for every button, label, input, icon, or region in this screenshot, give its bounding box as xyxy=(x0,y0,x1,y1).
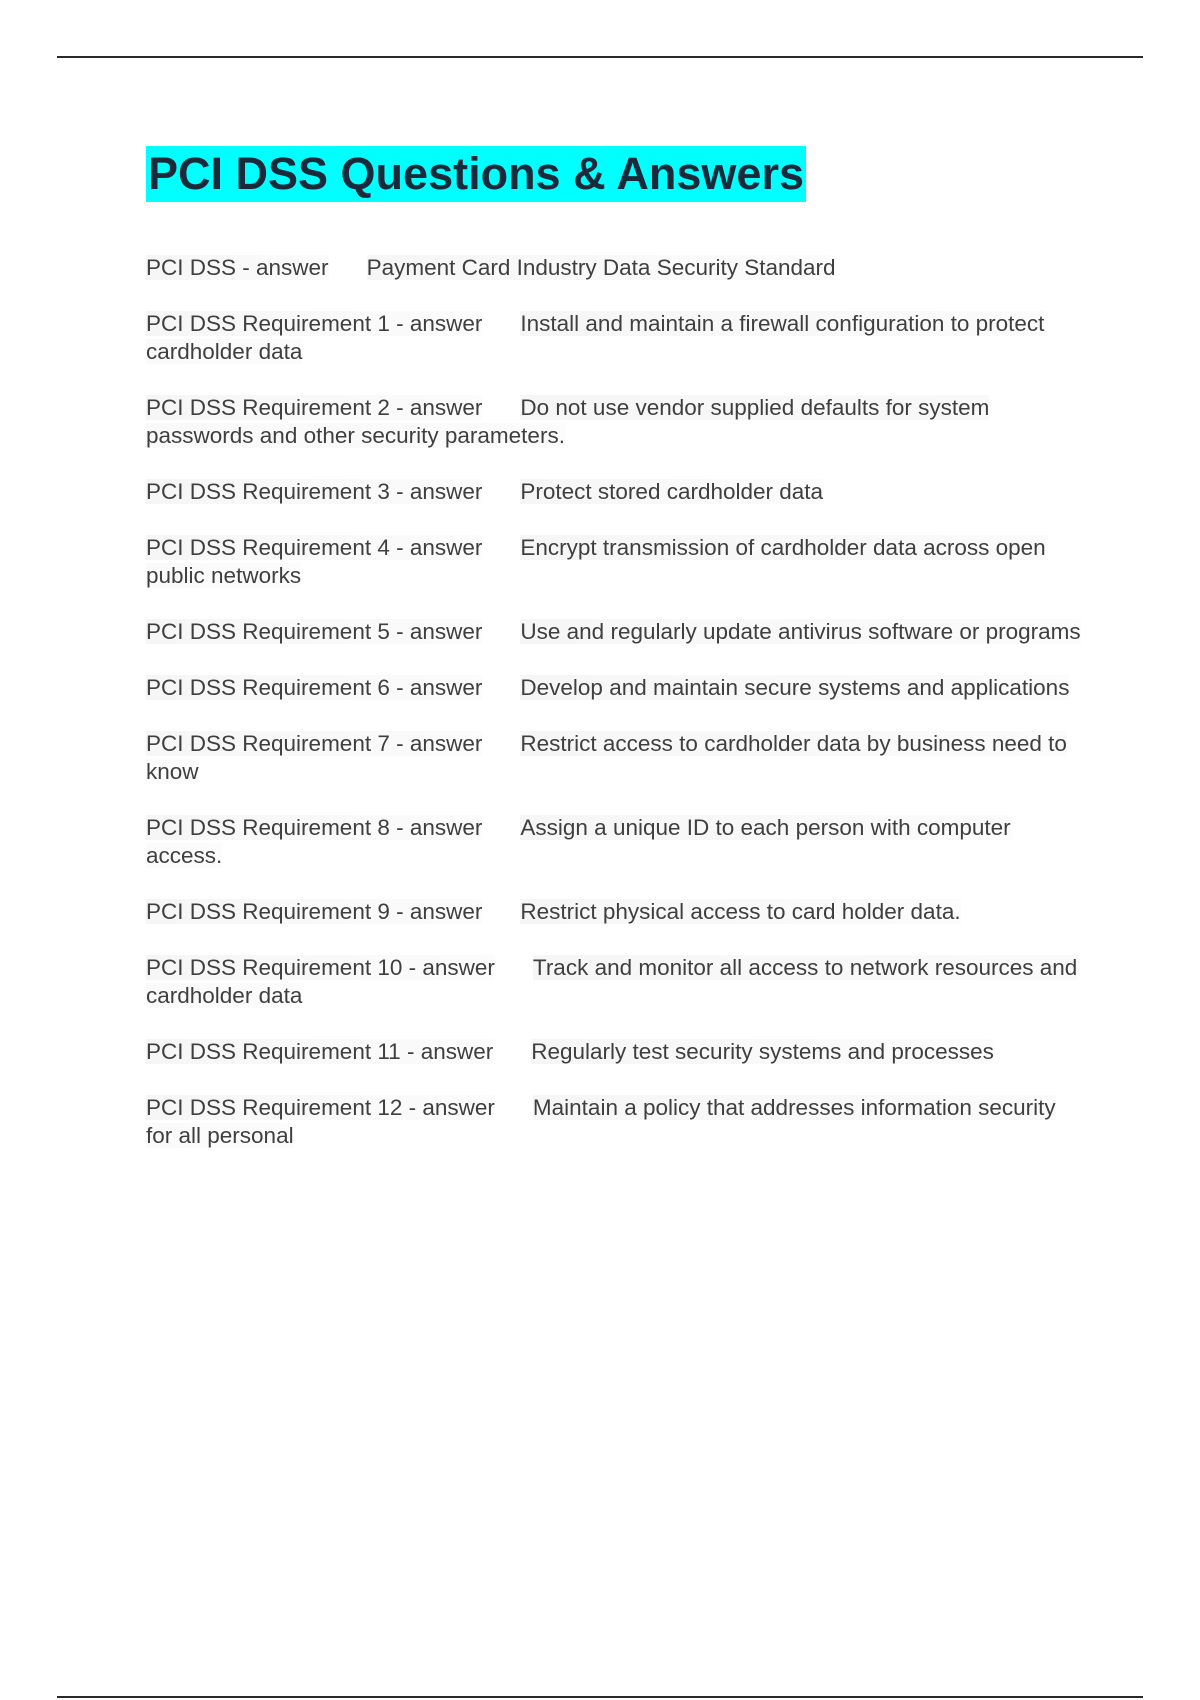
qa-item xyxy=(146,478,1086,506)
qa-item xyxy=(146,954,1086,1010)
qa-answer: Restrict access to cardholder data by business need to know xyxy=(146,731,1067,784)
qa-term: PCI DSS Requirement 12 - answer xyxy=(146,1095,495,1120)
qa-answer: Track and monitor all access to network resources and cardholder data xyxy=(146,955,1078,1008)
qa-item xyxy=(146,1038,1086,1066)
qa-term: PCI DSS Requirement 10 - answer xyxy=(146,955,495,980)
qa-item xyxy=(146,898,1086,926)
qa-answer: Use and regularly update antivirus software or programs xyxy=(520,619,1081,644)
qa-list xyxy=(146,254,1086,1150)
qa-item xyxy=(146,618,1086,646)
qa-item xyxy=(146,674,1086,702)
qa-answer: Restrict physical access to card holder data. xyxy=(520,899,961,924)
document-body xyxy=(146,146,1086,1178)
qa-term: PCI DSS Requirement 3 - answer xyxy=(146,479,483,504)
qa-item xyxy=(146,730,1086,786)
document-title: PCI DSS Questions & Answers xyxy=(146,146,806,202)
qa-term: PCI DSS - answer xyxy=(146,255,329,280)
qa-item xyxy=(146,1094,1086,1150)
qa-answer: Protect stored cardholder data xyxy=(520,479,824,504)
qa-item xyxy=(146,534,1086,590)
qa-item xyxy=(146,310,1086,366)
qa-term: PCI DSS Requirement 8 - answer xyxy=(146,815,483,840)
qa-term: PCI DSS Requirement 5 - answer xyxy=(146,619,483,644)
qa-term: PCI DSS Requirement 6 - answer xyxy=(146,675,483,700)
qa-answer: Encrypt transmission of cardholder data across open public networks xyxy=(146,535,1046,588)
footer-rule xyxy=(57,1696,1143,1698)
qa-term: PCI DSS Requirement 2 - answer xyxy=(146,395,483,420)
qa-term: PCI DSS Requirement 1 - answer xyxy=(146,311,483,336)
qa-term: PCI DSS Requirement 4 - answer xyxy=(146,535,483,560)
qa-term: PCI DSS Requirement 7 - answer xyxy=(146,731,483,756)
qa-answer: Regularly test security systems and processes xyxy=(531,1039,994,1064)
qa-item xyxy=(146,394,1086,450)
qa-answer: Payment Card Industry Data Security Standard xyxy=(366,255,836,280)
header-rule xyxy=(57,56,1143,58)
qa-answer: Assign a unique ID to each person with computer access. xyxy=(146,815,1011,868)
qa-term: PCI DSS Requirement 11 - answer xyxy=(146,1039,494,1064)
qa-answer: Develop and maintain secure systems and applications xyxy=(520,675,1070,700)
qa-answer: Do not use vendor supplied defaults for system passwords and other security parameters. xyxy=(146,395,990,448)
qa-item xyxy=(146,814,1086,870)
qa-answer: Maintain a policy that addresses information security for all personal xyxy=(146,1095,1056,1148)
qa-answer: Install and maintain a firewall configuration to protect cardholder data xyxy=(146,311,1045,364)
qa-term: PCI DSS Requirement 9 - answer xyxy=(146,899,483,924)
qa-item xyxy=(146,254,1086,282)
